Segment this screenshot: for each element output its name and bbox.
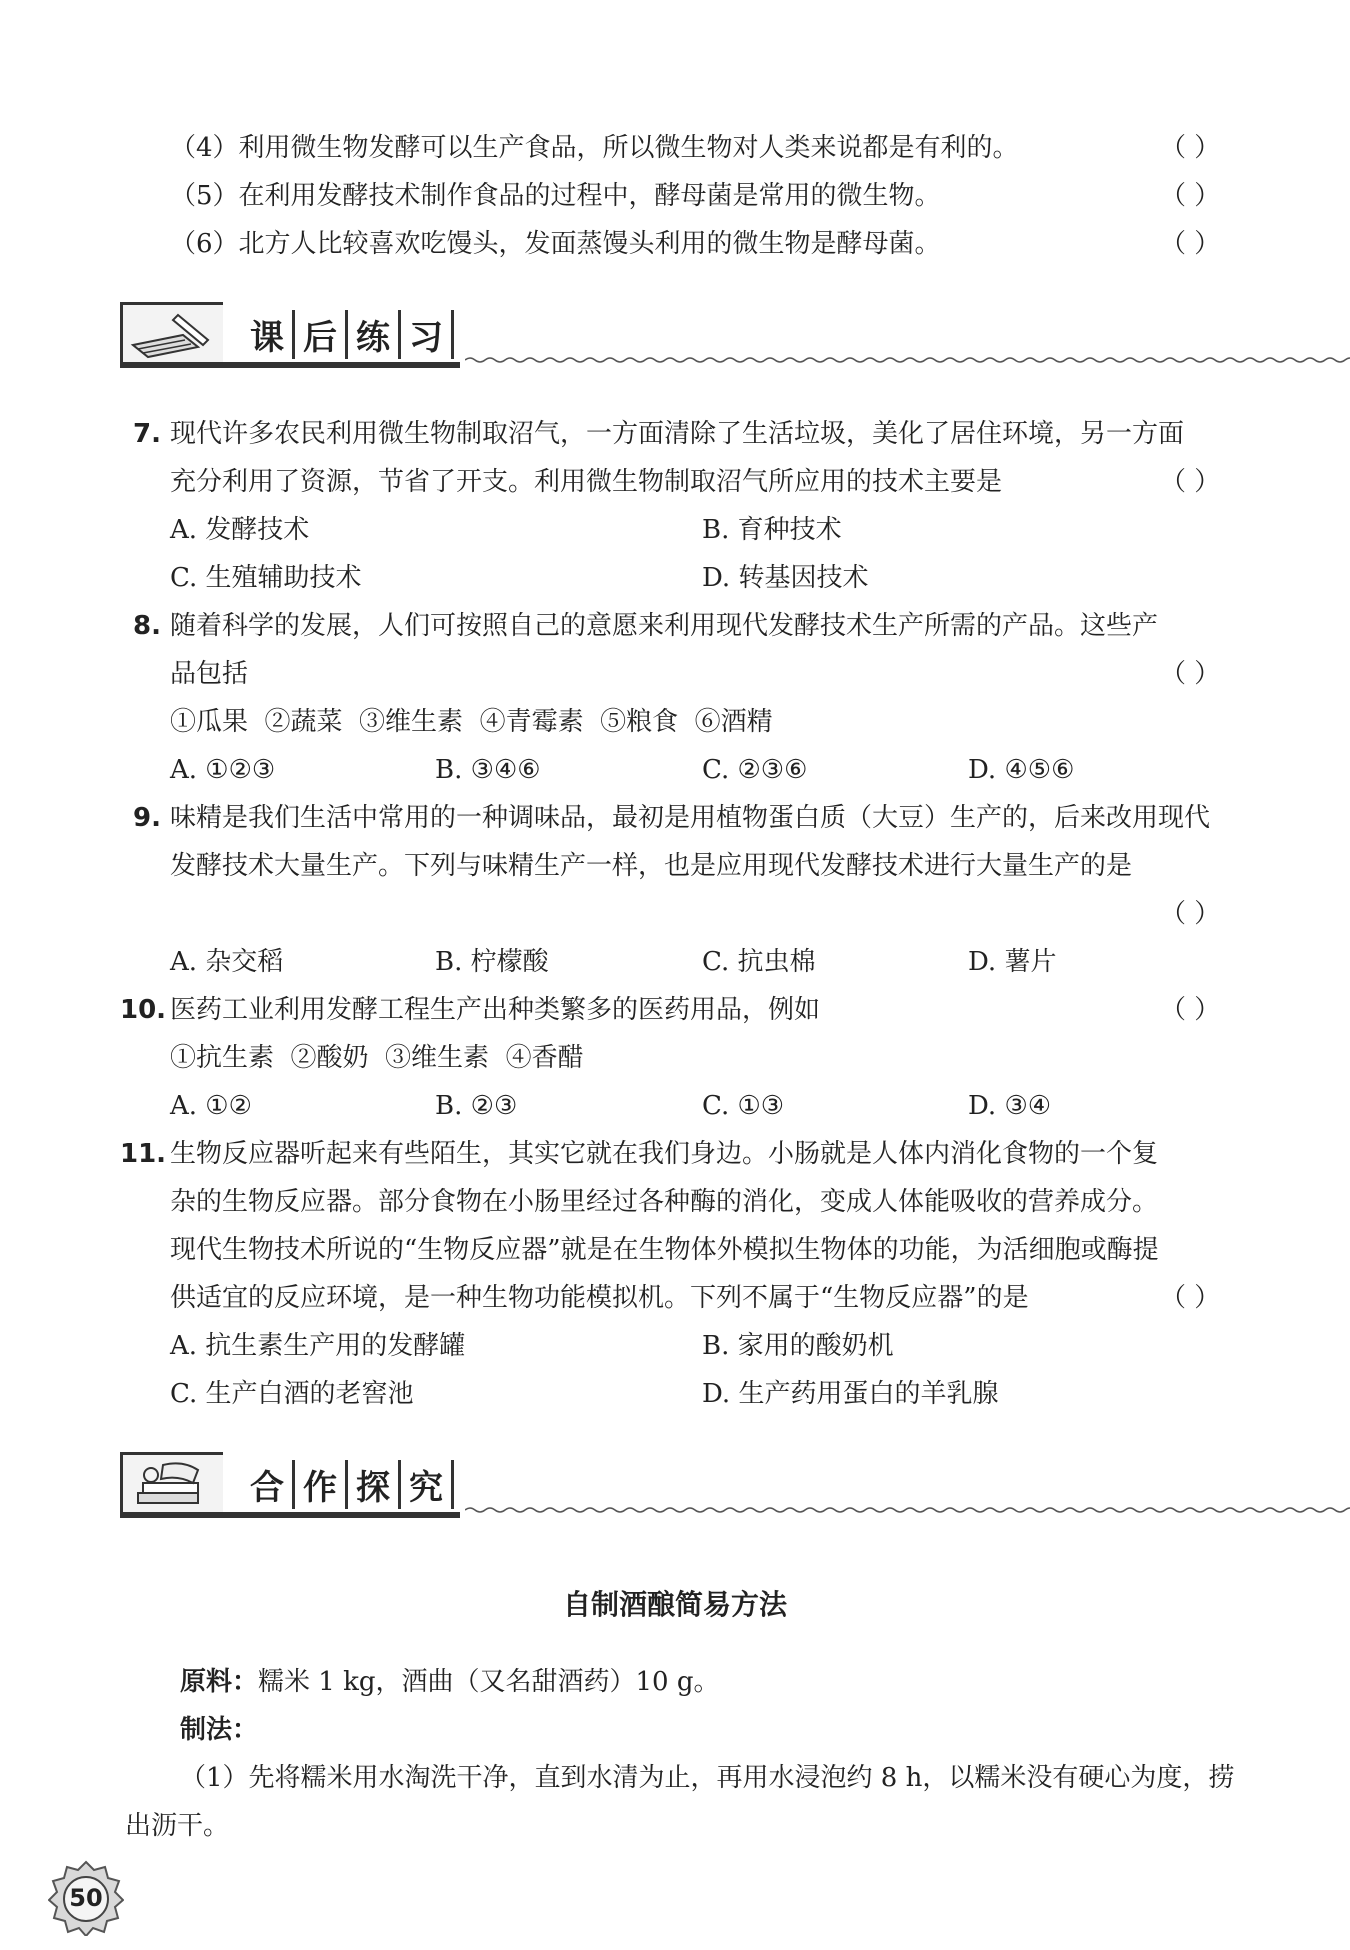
method-label: 制法： — [180, 1715, 259, 1745]
option-d: D. 薯片 — [968, 947, 1057, 977]
answer-paren: （ ） — [1160, 181, 1221, 211]
question-text: 供适宜的反应环境，是一种生物功能模拟机。下列不属于“生物反应器”的是 — [170, 1283, 1029, 1313]
answer-paren: （ ） — [1160, 133, 1221, 163]
section-underline — [120, 362, 460, 368]
judge-item-5: （5）在利用发酵技术制作食品的过程中，酵母菌是常用的微生物。 — [170, 181, 941, 211]
method-step-1-cont: 出沥干。 — [125, 1811, 230, 1841]
question-number: 9. — [133, 803, 161, 833]
item-list: ①瓜果 ②蔬菜 ③维生素 ④青霉素 ⑤粮食 ⑥酒精 — [170, 707, 773, 737]
section-title — [242, 310, 454, 359]
ingredients-text: 糯米 1 kg，酒曲（又名甜酒药）10 g。 — [258, 1667, 720, 1697]
question-number: 7. — [133, 419, 161, 449]
item-list: ①抗生素 ②酸奶 ③维生素 ④香醋 — [170, 1043, 584, 1073]
question-text: 生物反应器听起来有些陌生，其实它就在我们身边。小肠就是人体内消化食物的一个复 — [170, 1139, 1159, 1169]
answer-paren: （ ） — [1160, 1283, 1221, 1313]
judge-item-6: （6）北方人比较喜欢吃馒头，发面蒸馒头利用的微生物是酵母菌。 — [170, 229, 941, 259]
wavy-divider — [465, 354, 1350, 366]
option-a: A. 抗生素生产用的发酵罐 — [170, 1331, 466, 1361]
method-step-1: （1）先将糯米用水淘洗干净，直到水清为止，再用水浸泡约 8 h，以糯米没有硬心为度，捞 — [180, 1763, 1235, 1793]
option-b: B. 育种技术 — [702, 515, 842, 545]
question-text: 现代许多农民利用微生物制取沼气，一方面清除了生活垃圾，美化了居住环境，另一方面 — [170, 419, 1185, 449]
option-d: D. 转基因技术 — [702, 563, 869, 593]
option-a: A. ①② — [170, 1091, 252, 1121]
answer-paren: （ ） — [1160, 229, 1221, 259]
answer-paren: （ ） — [1160, 659, 1221, 689]
option-b: B. 家用的酸奶机 — [702, 1331, 894, 1361]
title-char: 究 — [401, 1460, 454, 1509]
option-b: B. 柠檬酸 — [435, 947, 549, 977]
question-text: 现代生物技术所说的“生物反应器”就是在生物体外模拟生物体的功能，为活细胞或酶提 — [170, 1235, 1159, 1265]
recipe-title: 自制酒酿简易方法 — [562, 1588, 787, 1621]
judge-item-4: （4）利用微生物发酵可以生产食品，所以微生物对人类来说都是有利的。 — [170, 133, 1019, 163]
option-a: A. 发酵技术 — [170, 515, 310, 545]
question-text: 杂的生物反应器。部分食物在小肠里经过各种酶的消化，变成人体能吸收的营养成分。 — [170, 1187, 1159, 1217]
option-a: A. 杂交稻 — [170, 947, 284, 977]
question-text: 充分利用了资源，节省了开支。利用微生物制取沼气所应用的技术主要是 — [170, 467, 1003, 497]
page-number-badge — [48, 1860, 124, 1936]
title-char: 后 — [295, 310, 348, 359]
option-c: C. 生殖辅助技术 — [170, 563, 362, 593]
question-text: 医药工业利用发酵工程生产出种类繁多的医药用品，例如 — [170, 995, 821, 1025]
question-text: 发酵技术大量生产。下列与味精生产一样，也是应用现代发酵技术进行大量生产的是 — [170, 851, 1133, 881]
option-a: A. ①②③ — [170, 755, 276, 785]
option-d: D. ③④ — [968, 1091, 1052, 1121]
wavy-divider — [465, 1504, 1350, 1516]
option-c: C. 生产白酒的老窖池 — [170, 1379, 414, 1409]
section-title — [242, 1460, 454, 1509]
option-d: D. 生产药用蛋白的羊乳腺 — [702, 1379, 999, 1409]
question-number: 8. — [133, 611, 161, 641]
answer-paren: （ ） — [1160, 899, 1221, 929]
title-char: 练 — [348, 310, 401, 359]
section-header-cooperation — [120, 1452, 1240, 1522]
option-d: D. ④⑤⑥ — [968, 755, 1075, 785]
question-text: 品包括 — [170, 659, 249, 689]
title-char: 作 — [295, 1460, 348, 1509]
option-c: C. ②③⑥ — [702, 755, 808, 785]
title-char: 合 — [242, 1460, 295, 1509]
question-number: 10. — [120, 995, 167, 1025]
books-icon — [120, 1452, 223, 1518]
option-b: B. ③④⑥ — [435, 755, 541, 785]
question-number: 11. — [120, 1139, 167, 1169]
section-underline — [120, 1512, 460, 1518]
title-char: 课 — [242, 310, 295, 359]
section-header-after-class — [120, 302, 1240, 372]
option-b: B. ②③ — [435, 1091, 518, 1121]
option-c: C. 抗虫棉 — [702, 947, 816, 977]
ingredients — [180, 1662, 719, 1702]
answer-paren: （ ） — [1160, 467, 1221, 497]
question-text: 随着科学的发展，人们可按照自己的意愿来利用现代发酵技术生产所需的产品。这些产 — [170, 611, 1159, 641]
ingredients-label: 原料： — [180, 1667, 259, 1697]
pencil-book-icon — [120, 302, 223, 368]
title-char: 探 — [348, 1460, 401, 1509]
option-c: C. ①③ — [702, 1091, 785, 1121]
question-text: 味精是我们生活中常用的一种调味品，最初是用植物蛋白质（大豆）生产的，后来改用现代 — [170, 803, 1211, 833]
page-number: 50 — [69, 1884, 103, 1912]
answer-paren: （ ） — [1160, 995, 1221, 1025]
title-char: 习 — [401, 310, 454, 359]
